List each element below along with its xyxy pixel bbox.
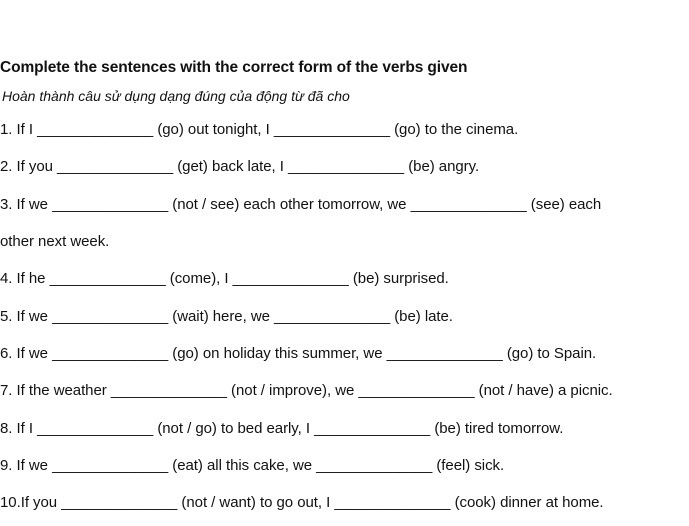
exercise-line-5: 5. If we ______________ (wait) here, we ______________ (be) late. (0, 308, 453, 325)
exercise-line-10: 10.If you ______________ (not / want) to go out, I ______________ (cook) dinner at home. (0, 494, 604, 511)
exercise-line-9: 9. If we ______________ (eat) all this cake, we ______________ (feel) sick. (0, 457, 505, 474)
exercise-line-1: 1. If I ______________ (go) out tonight, I ______________ (go) to the cinema. (0, 121, 519, 138)
exercise-line-3: 3. If we ______________ (not / see) each other tomorrow, we ______________ (see) each (0, 196, 602, 213)
exercise-line-6: 6. If we ______________ (go) on holiday this summer, we ______________ (go) to Spain. (0, 345, 597, 362)
worksheet-title: Complete the sentences with the correct form of the verbs given (0, 59, 468, 76)
exercise-line-2: 2. If you ______________ (get) back late, I ______________ (be) angry. (0, 158, 480, 175)
exercise-line-8: 8. If I ______________ (not / go) to bed early, I ______________ (be) tired tomorrow. (0, 420, 564, 437)
worksheet-subtitle: Hoàn thành câu sử dụng dạng đúng của động từ đã cho (2, 88, 350, 104)
exercise-line-4: 4. If he ______________ (come), I ______________ (be) surprised. (0, 270, 449, 287)
exercise-line-3-continued: other next week. (0, 233, 110, 250)
exercise-line-7: 7. If the weather ______________ (not / improve), we ______________ (not / have) a picnic. (0, 382, 613, 399)
